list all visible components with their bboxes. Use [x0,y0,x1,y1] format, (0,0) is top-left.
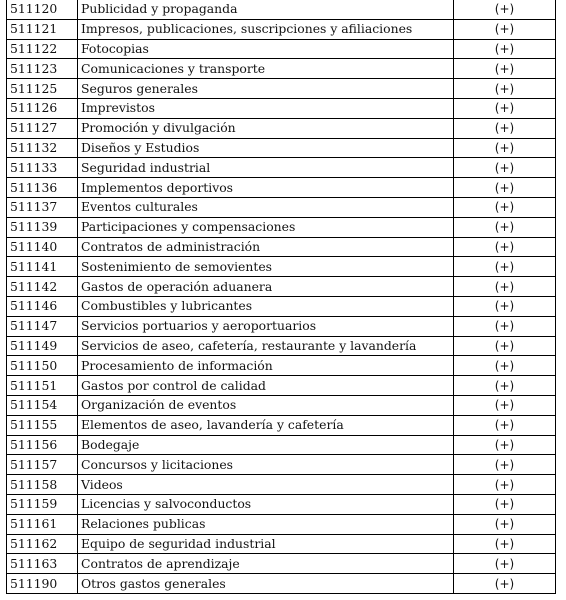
account-code-cell: 511120 [7,0,78,19]
account-description-cell: Fotocopias [78,39,454,59]
account-code-cell: 511157 [7,455,78,475]
table-row [7,59,556,79]
account-code-cell: 511158 [7,475,78,495]
account-sign-cell: (+) [454,178,556,198]
account-sign-cell: (+) [454,475,556,495]
table-row [7,277,556,297]
account-code-cell: 511137 [7,197,78,217]
account-table-body [7,0,556,593]
account-code-cell: 511146 [7,296,78,316]
table-row [7,237,556,257]
account-description-cell: Imprevistos [78,98,454,118]
account-sign-cell: (+) [454,376,556,396]
table-row [7,257,556,277]
table-row [7,118,556,138]
table-row [7,316,556,336]
account-sign-cell: (+) [454,19,556,39]
table-row [7,336,556,356]
table-row [7,178,556,198]
document-page [6,0,556,594]
account-code-cell: 511147 [7,316,78,336]
account-sign-cell: (+) [454,98,556,118]
account-sign-cell: (+) [454,158,556,178]
account-sign-cell: (+) [454,59,556,79]
account-description-cell: Participaciones y compensaciones [78,217,454,237]
account-sign-cell: (+) [454,356,556,376]
account-code-cell: 511126 [7,98,78,118]
account-description-cell: Procesamiento de información [78,356,454,376]
account-sign-cell: (+) [454,0,556,19]
account-code-cell: 511142 [7,277,78,297]
account-description-cell: Combustibles y lubricantes [78,296,454,316]
account-sign-cell: (+) [454,455,556,475]
table-row [7,356,556,376]
table-row [7,534,556,554]
account-sign-cell: (+) [454,138,556,158]
account-sign-cell: (+) [454,494,556,514]
account-sign-cell: (+) [454,39,556,59]
account-sign-cell: (+) [454,574,556,594]
table-row [7,138,556,158]
account-code-cell: 511122 [7,39,78,59]
account-description-cell: Seguridad industrial [78,158,454,178]
account-code-cell: 511127 [7,118,78,138]
account-description-cell: Publicidad y propaganda [78,0,454,19]
account-code-cell: 511132 [7,138,78,158]
account-description-cell: Eventos culturales [78,197,454,217]
table-row [7,574,556,594]
account-description-cell: Implementos deportivos [78,178,454,198]
table-row [7,158,556,178]
table-row [7,39,556,59]
account-code-cell: 511123 [7,59,78,79]
account-code-cell: 511159 [7,494,78,514]
account-sign-cell: (+) [454,296,556,316]
account-description-cell: Servicios de aseo, cafetería, restaurante y lavandería [78,336,454,356]
table-row [7,98,556,118]
account-description-cell: Seguros generales [78,79,454,99]
account-description-cell: Contratos de administración [78,237,454,257]
account-sign-cell: (+) [454,277,556,297]
account-description-cell: Gastos por control de calidad [78,376,454,396]
account-sign-cell: (+) [454,534,556,554]
table-row [7,435,556,455]
account-sign-cell: (+) [454,237,556,257]
account-description-cell: Impresos, publicaciones, suscripciones y afiliaciones [78,19,454,39]
account-sign-cell: (+) [454,415,556,435]
account-code-cell: 511162 [7,534,78,554]
account-description-cell: Promoción y divulgación [78,118,454,138]
account-code-cell: 511125 [7,79,78,99]
account-code-cell: 511156 [7,435,78,455]
account-code-cell: 511155 [7,415,78,435]
table-row [7,415,556,435]
account-description-cell: Videos [78,475,454,495]
account-code-cell: 511133 [7,158,78,178]
account-description-cell: Comunicaciones y transporte [78,59,454,79]
account-sign-cell: (+) [454,336,556,356]
table-row [7,395,556,415]
table-row [7,554,556,574]
account-code-cell: 511163 [7,554,78,574]
account-sign-cell: (+) [454,316,556,336]
account-description-cell: Relaciones publicas [78,514,454,534]
table-row [7,0,556,19]
account-description-cell: Servicios portuarios y aeroportuarios [78,316,454,336]
account-description-cell: Sostenimiento de semovientes [78,257,454,277]
account-sign-cell: (+) [454,435,556,455]
account-sign-cell: (+) [454,217,556,237]
table-row [7,494,556,514]
account-code-cell: 511141 [7,257,78,277]
account-sign-cell: (+) [454,257,556,277]
account-code-cell: 511140 [7,237,78,257]
account-description-cell: Gastos de operación aduanera [78,277,454,297]
account-description-cell: Licencias y salvoconductos [78,494,454,514]
table-row [7,475,556,495]
account-code-cell: 511139 [7,217,78,237]
account-sign-cell: (+) [454,514,556,534]
table-row [7,514,556,534]
table-row [7,197,556,217]
account-description-cell: Concursos y licitaciones [78,455,454,475]
account-code-cell: 511121 [7,19,78,39]
table-row [7,376,556,396]
table-row [7,296,556,316]
account-sign-cell: (+) [454,118,556,138]
account-description-cell: Organización de eventos [78,395,454,415]
account-description-cell: Diseños y Estudios [78,138,454,158]
account-sign-cell: (+) [454,197,556,217]
account-code-cell: 511136 [7,178,78,198]
account-code-cell: 511190 [7,574,78,594]
account-code-cell: 511150 [7,356,78,376]
account-description-cell: Contratos de aprendizaje [78,554,454,574]
table-row [7,455,556,475]
account-code-cell: 511154 [7,395,78,415]
account-code-cell: 511149 [7,336,78,356]
table-row [7,79,556,99]
table-row [7,217,556,237]
account-sign-cell: (+) [454,395,556,415]
account-description-cell: Otros gastos generales [78,574,454,594]
account-sign-cell: (+) [454,554,556,574]
account-code-cell: 511151 [7,376,78,396]
account-table [6,0,556,594]
account-description-cell: Elementos de aseo, lavandería y cafetería [78,415,454,435]
account-code-cell: 511161 [7,514,78,534]
account-description-cell: Bodegaje [78,435,454,455]
account-description-cell: Equipo de seguridad industrial [78,534,454,554]
account-sign-cell: (+) [454,79,556,99]
table-row [7,19,556,39]
